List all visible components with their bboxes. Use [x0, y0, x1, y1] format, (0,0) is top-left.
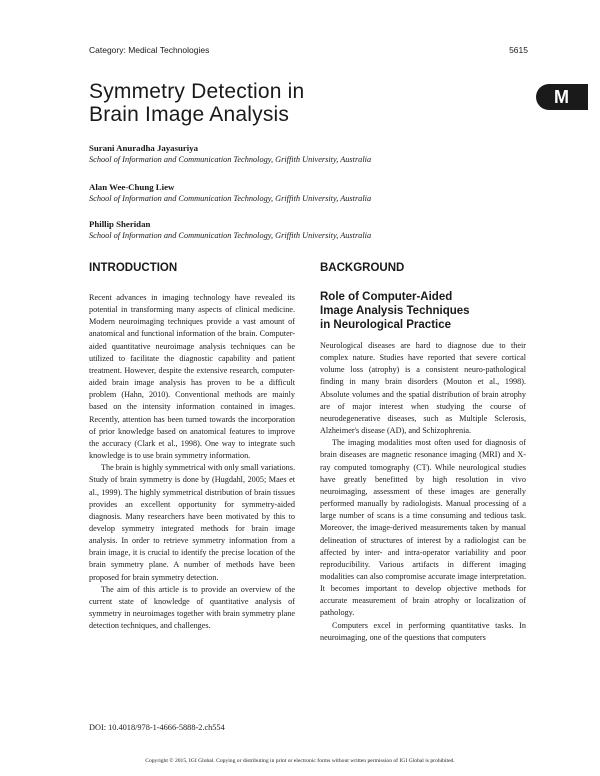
article-title-line-2: Brain Image Analysis: [89, 103, 290, 126]
subheading-line: Image Analysis Techniques: [320, 305, 470, 317]
running-header-category: Category: Medical Technologies: [89, 45, 210, 55]
paragraph: Neurological diseases are hard to diagnose due to their complex nature. Studies have reported that severe cortical volume loss (atrophy) is a consistent neuro-pathological finding in many brain disorders (Mouton et al., 1998). Absolute volumes and the spatial distribution of brain atrophy are of major interest when studying the course of neurodegenerative diseases, such as Multiple Sclerosis, Alzheimer's disease (AD), and Schizophrenia.: [320, 341, 526, 436]
background-subheading: [320, 290, 540, 332]
section-letter-tab: M: [536, 84, 588, 110]
page-number: 5615: [509, 45, 528, 55]
subheading-line: Role of Computer-Aided: [320, 291, 453, 303]
introduction-body: [89, 292, 295, 632]
paragraph: The brain is highly symmetrical with only small variations. Study of brain symmetry is done by (Hugdahl, 2005; Maes et al., 1999). The highly symmetrical distribution of brain tissues provides an excellent opportunity for symmetry-aided diagnosis. Many researchers have been motivated by this to develop symmetry integrated methods for brain image analysis. In order to retrieve symmetry information from a brain image, it is crucial to identify the precise location of the brain symmetry plane. A number of methods have been proposed for brain symmetry detection.: [89, 463, 295, 582]
doi: DOI: 10.4018/978-1-4666-5888-2.ch554: [89, 723, 225, 732]
background-body: [320, 340, 526, 644]
paragraph: Computers excel in performing quantitative tasks. In neuroimaging, one of the questions that computers: [320, 620, 526, 642]
author-affiliation: School of Information and Communication Technology, Griffith University, Australia: [89, 231, 372, 240]
introduction-heading: INTRODUCTION: [89, 262, 178, 274]
author-affiliation: School of Information and Communication Technology, Griffith University, Australia: [89, 194, 372, 203]
paragraph: The imaging modalities most often used for diagnosis of brain diseases are magnetic resonance imaging (MRI) and X-ray computed tomography (CT). While neurological studies have greatly benefitted by high resolution in vivo neuroimaging, assessment of these images are generally performed manually by radiologists. Manual processing of a large number of scans is a time consuming and tedious task. Moreover, the image-derived measurements taken by manual delineation of structures of interest by a radiologist can be affected by inter- and intra-operator variability and poor reproducibility. Various artifacts in different imaging modalities can also compromise accurate image interpretation. It becomes important to develop objective methods for accurate measurement of brain atrophy or localization of pathology.: [320, 438, 526, 618]
paragraph: Recent advances in imaging technology have revealed its potential in transforming many aspects of clinical medicine. Modern neuroimaging techniques provide a vast amount of anatomical and functional information of the brain. Computer-aided quantitative neuroimage analysis techniques can be utilized to facilitate the diagnostic capability and patient treatment. However, despite the extensive research, computer-aided brain image analysis has proven to be a difficult problem (Hahn, 2010). Conventional methods are mainly based on the intensity information contained in images. Recently, attention has been turned towards the incorporation of prior knowledge based on anatomical features to improve the accuracy (Clark et al., 1998). One way to integrate such knowledge is to use brain symmetry information.: [89, 293, 295, 461]
article-title-line-1: Symmetry Detection in: [89, 80, 305, 103]
author-name: Surani Anuradha Jayasuriya: [89, 143, 199, 153]
article-title: [89, 80, 304, 126]
author-affiliation: School of Information and Communication Technology, Griffith University, Australia: [89, 155, 372, 164]
author-name: Alan Wee-Chung Liew: [89, 182, 175, 192]
paragraph: The aim of this article is to provide an overview of the current state of knowledge of quantitative analysis of symmetry in neuroimages together with brain symmetry plane detection techniques, and challenges.: [89, 584, 295, 631]
author-name: Phillip Sheridan: [89, 219, 151, 229]
subheading-line: in Neurological Practice: [320, 319, 452, 331]
background-heading: BACKGROUND: [320, 262, 405, 274]
copyright-notice: Copyright © 2015, IGI Global. Copying or distributing in print or electronic forms without written permission of IGI Global is prohibited.: [145, 758, 455, 764]
